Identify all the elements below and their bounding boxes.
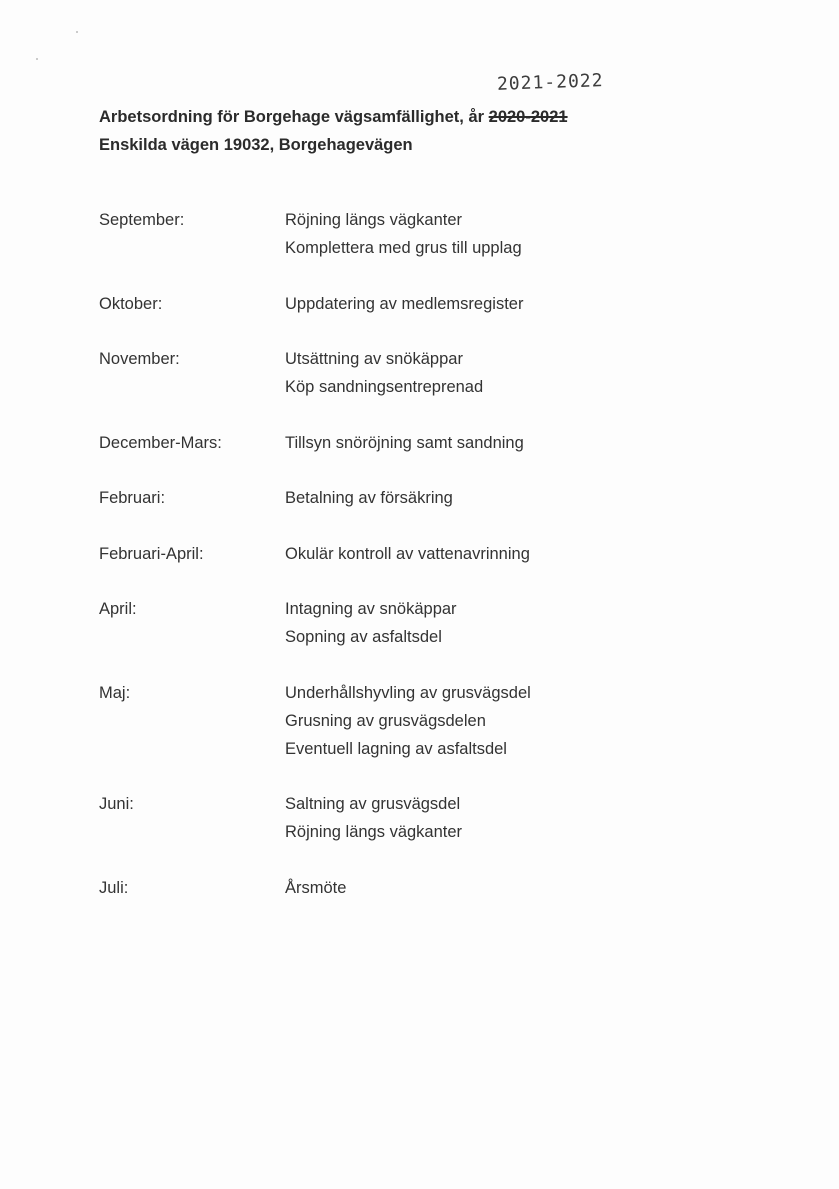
task-item: Utsättning av snökäppar	[285, 350, 463, 368]
task-list	[285, 790, 462, 846]
month-label: April:	[99, 600, 137, 618]
month-label: Juli:	[99, 879, 129, 897]
struck-out-years: 2020-2021	[488, 108, 568, 126]
scan-speck	[76, 31, 78, 33]
title-prefix: Arbetsordning för Borgehage vägsamfällighet, år	[99, 108, 489, 126]
month-label: November:	[99, 350, 180, 368]
task-list	[285, 874, 346, 902]
month-label: Maj:	[99, 684, 131, 702]
task-list	[285, 290, 523, 318]
month-label: Februari:	[99, 489, 166, 507]
month-label: Juni:	[99, 795, 134, 813]
handwritten-year-note: 2021-2022	[496, 70, 604, 95]
task-list	[285, 206, 522, 262]
task-item: Tillsyn snöröjning samt sandning	[285, 434, 524, 452]
task-item: Uppdatering av medlemsregister	[285, 295, 524, 313]
task-list	[285, 345, 483, 401]
document-title-block	[99, 103, 568, 159]
month-label: Februari-April:	[99, 545, 204, 563]
task-item: Röjning längs vägkanter	[285, 823, 463, 841]
document-title	[99, 103, 568, 131]
task-item: Okulär kontroll av vattenavrinning	[285, 545, 530, 563]
task-list	[285, 679, 531, 763]
task-item: Grusning av grusvägsdelen	[285, 712, 486, 730]
task-item: Sopning av asfaltsdel	[285, 628, 442, 646]
task-item: Röjning längs vägkanter	[285, 211, 463, 229]
task-item: Eventuell lagning av asfaltsdel	[285, 740, 507, 758]
month-label: September:	[99, 211, 185, 229]
task-list	[285, 484, 453, 512]
task-item: Underhållshyvling av grusvägsdel	[285, 684, 531, 702]
task-item: Intagning av snökäppar	[285, 600, 457, 618]
task-item: Betalning av försäkring	[285, 489, 453, 507]
task-item: Saltning av grusvägsdel	[285, 795, 461, 813]
scan-speck	[36, 58, 38, 60]
task-list	[285, 540, 530, 568]
month-label: December-Mars:	[99, 434, 222, 452]
task-list	[285, 429, 524, 457]
task-item: Komplettera med grus till upplag	[285, 239, 522, 257]
document-subtitle: Enskilda vägen 19032, Borgehagevägen	[99, 136, 413, 154]
task-list	[285, 595, 457, 651]
month-label: Oktober:	[99, 295, 163, 313]
task-item: Årsmöte	[285, 879, 347, 897]
task-item: Köp sandningsentreprenad	[285, 378, 484, 396]
